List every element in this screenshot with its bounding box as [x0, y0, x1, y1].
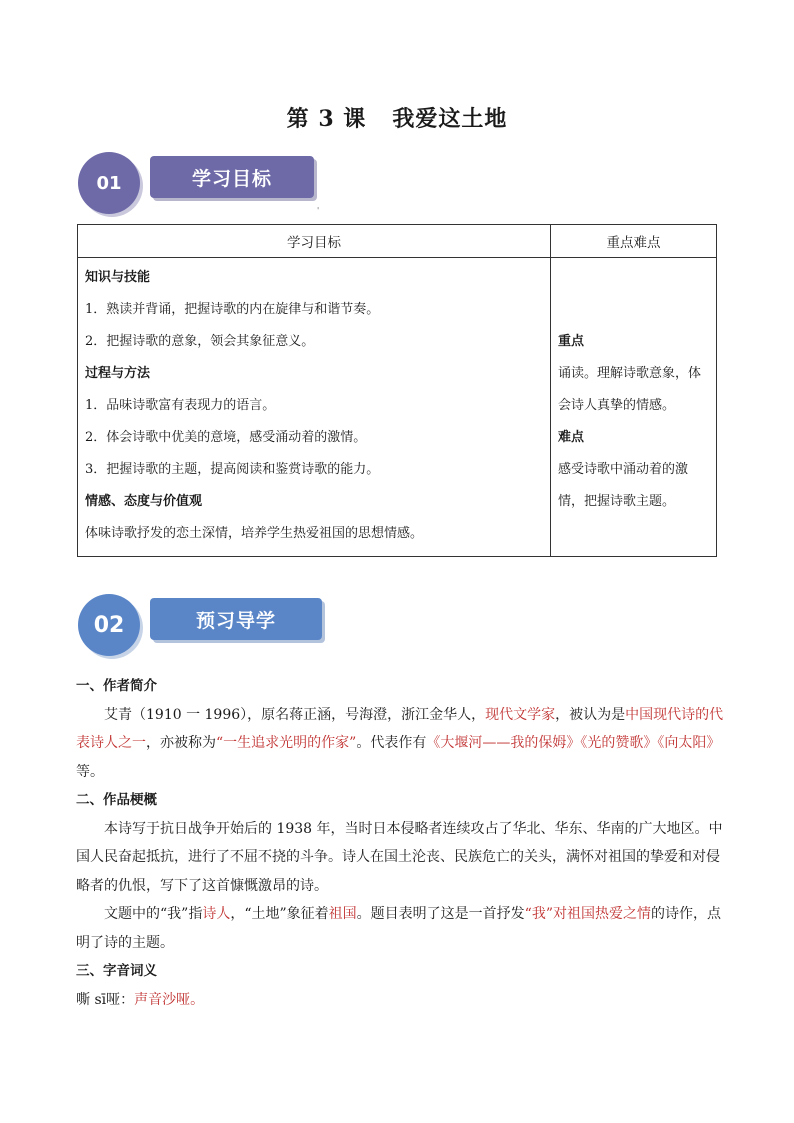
key-points-subheading: 重点	[558, 334, 585, 349]
highlight-text: 现代文学家	[485, 706, 556, 723]
key-points-text: 情，把握诗歌主题。	[558, 494, 676, 509]
text-span: 艾青（1910 一 1996），原名蒋正涵，号海澄，浙江金华人，	[104, 706, 486, 723]
goals-item: 1．品味诗歌富有表现力的语言。	[85, 398, 276, 413]
goals-cell	[78, 258, 551, 557]
text-span: 。代表作有	[356, 735, 427, 751]
goals-item: 3．把握诗歌的主题，提高阅读和鉴赏诗歌的能力。	[85, 462, 380, 477]
goals-subheading: 知识与技能	[85, 270, 151, 285]
section-banner: 预习导学	[150, 598, 322, 640]
section-header-goals	[78, 152, 338, 222]
heading-summary: 二、作品梗概	[76, 792, 157, 808]
highlight-text: 《大堰河——我的保姆》《光的赞歌》《向太阳》	[426, 735, 721, 751]
goals-item: 1．熟读并背诵，把握诗歌的内在旋律与和谐节奏。	[85, 302, 380, 317]
summary-paragraph: 本诗写于抗日战争开始后的 1938 年，当时日本侵略者连续攻占了华北、华东、华南的广大地区。中国人民奋起抵抗，进行了不屈不挠的斗争。诗人在国土沦丧、民族危亡的关头，满怀对祖国的挚爱和对侵略者的仇恨，写下了这首慷慨激昂的诗。	[76, 820, 723, 894]
vocab-definition: 声音沙哑。	[134, 991, 205, 1008]
text-span: 。题目表明了这是一首抒发	[356, 906, 525, 922]
goals-item: 2．体会诗歌中优美的意境，感受涌动着的激情。	[85, 430, 367, 445]
highlight-text: 诗人	[202, 906, 231, 922]
section-header-preview	[78, 594, 338, 664]
heading-vocabulary: 三、字音词义	[76, 963, 157, 979]
goals-item: 体味诗歌抒发的恋土深情，培养学生热爱祖国的思想情感。	[85, 526, 424, 541]
goals-subheading: 情感、态度与价值观	[85, 494, 203, 509]
table-row	[78, 258, 717, 557]
text-span: 等。	[76, 763, 104, 780]
theme-paragraph	[76, 900, 724, 957]
header-goals: 学习目标	[78, 225, 551, 258]
text-span: ，“土地”象征着	[230, 906, 329, 922]
key-points-text: 会诗人真挚的情感。	[558, 398, 676, 413]
text-span: 的诗作，点明了诗的主题。	[76, 906, 721, 951]
key-points-text: 诵读。理解诗歌意象，体	[558, 366, 702, 381]
section-number-badge: 02	[78, 594, 140, 656]
text-span: ，被认为是	[555, 706, 626, 723]
lesson-number: 第 3 课	[286, 106, 367, 132]
author-paragraph	[76, 701, 724, 787]
page-title	[0, 102, 794, 133]
key-points-cell	[551, 258, 717, 557]
header-key-points: 重点难点	[551, 225, 717, 258]
key-points-text: 感受诗歌中涌动着的激	[558, 462, 689, 477]
table-header-row	[78, 225, 717, 258]
heading-author: 一、作者简介	[76, 678, 157, 694]
vocabulary-entry	[76, 986, 724, 1015]
stray-mark: '	[317, 206, 320, 215]
text-span: 文题中的“我”指	[104, 906, 203, 922]
goals-item: 2．把握诗歌的意象，领会其象征意义。	[85, 334, 315, 349]
highlight-text: “我”对祖国热爱之情	[524, 906, 651, 922]
highlight-text: 中国现代诗的代表诗人之一	[76, 706, 724, 751]
text-span: ，亦被称为	[146, 735, 216, 751]
goals-subheading: 过程与方法	[85, 366, 151, 381]
lesson-name: 我爱这土地	[392, 106, 508, 132]
section-banner: 学习目标	[150, 156, 314, 198]
preview-content	[76, 672, 724, 1014]
section-number-badge: 01	[78, 152, 140, 214]
highlight-text: “一生追求光明的作家”	[216, 735, 357, 751]
key-points-subheading: 难点	[558, 430, 585, 445]
highlight-text: 祖国	[328, 906, 357, 922]
goals-table	[77, 224, 717, 557]
vocab-term: 嘶 sī哑：	[76, 991, 135, 1008]
